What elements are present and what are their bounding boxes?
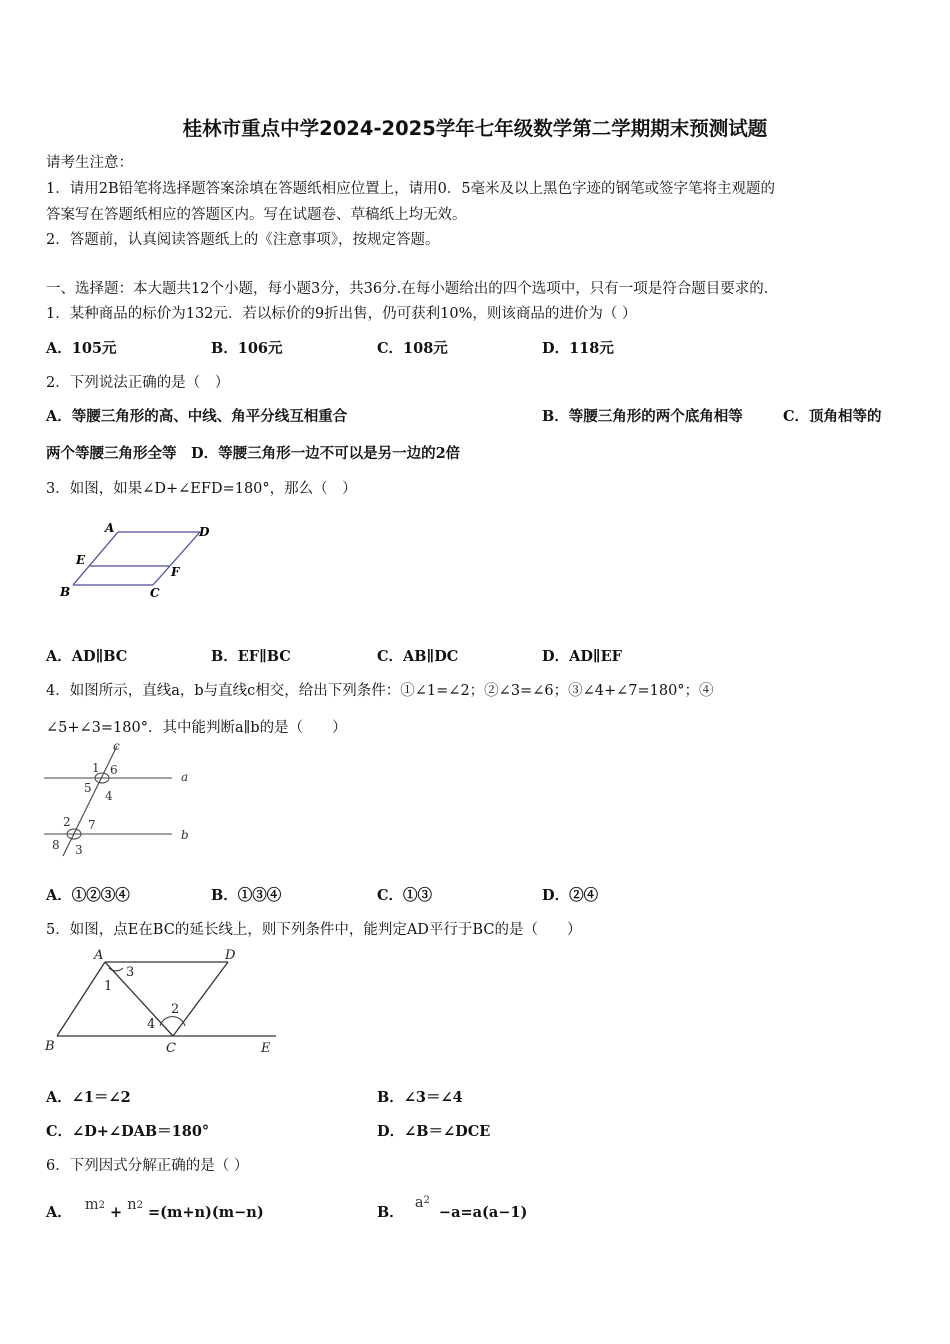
page-title: 桂林市重点中学2024-2025学年七年级数学第二学期期末预测试题: [182, 117, 768, 140]
q3-option-c: C．AB∥DC: [377, 648, 459, 665]
notice-item-2: 2．答题前，认真阅读答题纸上的《注意事项》，按规定答题。: [46, 232, 440, 248]
q6-option-a-rest: =(m+n)(m−n): [148, 1204, 264, 1221]
q4-option-a: A．①②③④: [46, 887, 130, 904]
q4-label-b: b: [181, 828, 189, 842]
q5-parallelogram-figure: [42, 942, 282, 1057]
q2-options-line-2: 两个等腰三角形全等 D．等腰三角形一边不可以是另一边的2倍: [46, 445, 461, 462]
q4-label-c: c: [113, 740, 120, 753]
q4-label-2: 2: [63, 815, 71, 829]
q3-label-e: E: [76, 553, 86, 567]
q6-option-a-prefix: A．: [46, 1204, 72, 1221]
q1-option-c: C．108元: [377, 340, 448, 357]
q4-label-5: 5: [84, 781, 92, 795]
q5-label-2: 2: [171, 1002, 180, 1017]
question-4-stem-line-2: ∠5+∠3=180°．其中能判断a∥b的是（ ）: [46, 720, 347, 736]
q5-label-b: B: [45, 1039, 55, 1054]
q5-label-3: 3: [126, 965, 135, 980]
q3-parallelogram-figure: [46, 515, 226, 605]
q3-label-a: A: [105, 521, 115, 535]
q4-label-7: 7: [88, 818, 96, 832]
q5-option-a: A．∠1＝∠2: [46, 1089, 131, 1106]
notice-heading: 请考生注意：: [46, 155, 133, 171]
notice-item-1-line-2: 答案写在答题纸相应的答题区内。写在试题卷、草稿纸上均无效。: [46, 207, 467, 223]
question-5-stem: 5．如图，点E在BC的延长线上，则下列条件中，能判定AD平行于BC的是（ ）: [46, 922, 582, 938]
q3-label-c: C: [150, 586, 160, 600]
q4-label-4: 4: [105, 789, 113, 803]
q5-label-4: 4: [147, 1017, 156, 1032]
q4-option-d: D．②④: [542, 887, 599, 904]
q5-option-b: B．∠3＝∠4: [377, 1089, 463, 1106]
q3-option-b: B．EF∥BC: [211, 648, 291, 665]
q5-segment-ab: [57, 962, 105, 1036]
q1-option-d: D．118元: [542, 340, 614, 357]
q5-option-d: D．∠B＝∠DCE: [377, 1123, 491, 1140]
q6-option-a-exp-2: 2: [136, 1200, 143, 1211]
q2-option-c-start: C．顶角相等的: [783, 408, 882, 425]
q4-option-b: B．①③④: [211, 887, 282, 904]
notice-item-1-line-1: 1．请用2B铅笔将选择题答案涂填在答题纸相应位置上，请用0．5毫米及以上黑色字迹的钢笔或签字笔将主观题的: [46, 181, 776, 197]
q3-label-d: D: [199, 525, 210, 539]
q4-transversal-figure: [44, 740, 194, 860]
question-2-stem: 2．下列说法正确的是（ ）: [46, 375, 230, 391]
q5-label-c: C: [166, 1041, 176, 1056]
q4-label-a: a: [181, 770, 189, 784]
q5-label-e: E: [261, 1041, 271, 1056]
q4-label-6: 6: [110, 763, 118, 777]
q6-option-a: [46, 1197, 264, 1222]
q5-segment-ac: [105, 962, 173, 1036]
q6-option-a-n: n: [127, 1197, 137, 1213]
q6-option-b-a: a: [414, 1195, 424, 1211]
q5-segment-dc: [173, 962, 228, 1036]
question-1-stem: 1．某种商品的标价为132元．若以标价的9折出售，仍可获利10%，则该商品的进价为（ ）: [46, 306, 637, 322]
q3-label-b: B: [60, 585, 71, 599]
q5-label-1: 1: [104, 979, 113, 994]
q1-option-a: A．105元: [46, 340, 117, 357]
q3-option-a: A．AD∥BC: [46, 648, 128, 665]
q5-label-d: D: [225, 948, 236, 963]
q6-option-a-exp-1: 2: [98, 1200, 105, 1211]
q6-option-a-m: m: [84, 1197, 99, 1213]
q4-label-3: 3: [75, 843, 83, 857]
q3-label-f: F: [171, 565, 180, 579]
q5-label-a: A: [94, 948, 104, 963]
q5-option-c: C．∠D+∠DAB＝180°: [46, 1123, 210, 1140]
question-6-stem: 6．下列因式分解正确的是（ ）: [46, 1158, 249, 1174]
q3-option-d: D．AD∥EF: [542, 648, 622, 665]
q2-option-b: B．等腰三角形的两个底角相等: [542, 408, 743, 425]
question-3-stem: 3．如图，如果∠D+∠EFD=180°，那么（ ）: [46, 481, 357, 497]
q4-label-8: 8: [52, 838, 60, 852]
q6-option-b-prefix: B．: [377, 1204, 404, 1221]
q2-option-a: A．等腰三角形的高、中线、角平分线互相重合: [46, 408, 348, 425]
question-4-stem-line-1: 4．如图所示，直线a，b与直线c相交，给出下列条件：①∠1=∠2；②∠3=∠6；③∠4+∠7=180°；④: [46, 683, 714, 699]
q6-option-b-rest: −a=a(a−1): [438, 1204, 528, 1221]
q6-option-b-exp: 2: [423, 1195, 430, 1206]
q1-option-b: B．106元: [211, 340, 283, 357]
q4-label-1: 1: [92, 761, 100, 775]
q6-option-a-plus: +: [110, 1204, 123, 1221]
q6-option-b: [377, 1195, 528, 1222]
section-heading: 一、选择题：本大题共12个小题，每小题3分，共36分.在每小题给出的四个选项中，只有一项是符合题目要求的.: [46, 281, 769, 297]
q4-option-c: C．①③: [377, 887, 433, 904]
